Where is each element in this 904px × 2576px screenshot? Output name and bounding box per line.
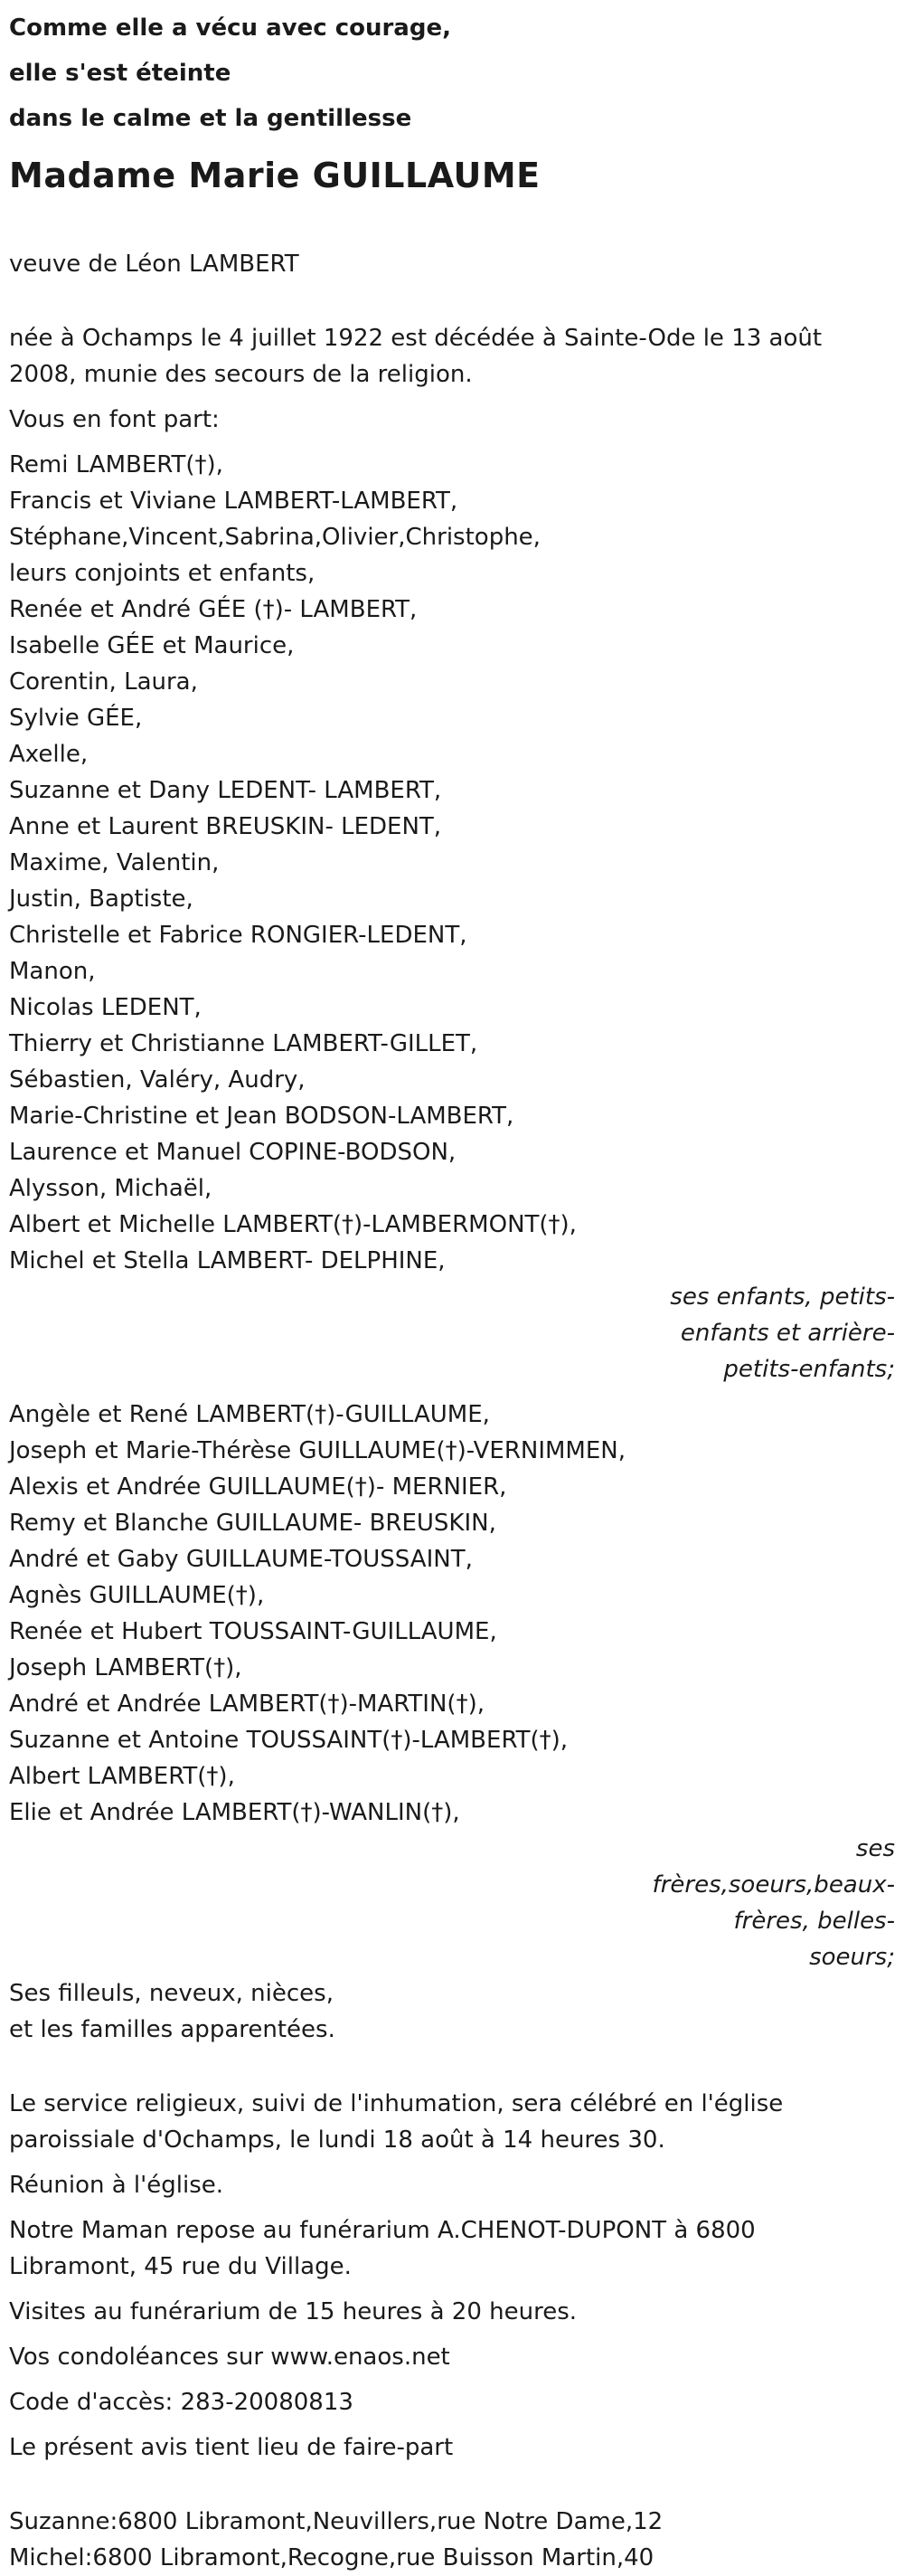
list-item: Alysson, Michaël, [9, 1175, 212, 1202]
birth-death-line: 2008, munie des secours de la religion. [9, 361, 473, 388]
intro-quote [9, 5, 451, 141]
list-item: André et Andrée LAMBERT(†)-MARTIN(†), [9, 1690, 485, 1718]
service-line: paroissiale d'Ochamps, le lundi 18 août à 14 heures 30. [9, 2126, 665, 2154]
list-item: Manon, [9, 958, 96, 985]
list-item: Isabelle GÉE et Maurice, [9, 632, 295, 659]
list-item: Axelle, [9, 741, 89, 768]
funeral-home-line: Libramont, 45 rue du Village. [9, 2253, 352, 2280]
list-item: Alexis et Andrée GUILLAUME(†)- MERNIER, [9, 1473, 507, 1501]
list-item: et les familles apparentées. [9, 2016, 335, 2043]
list-item: Ses filleuls, neveux, nièces, [9, 1980, 334, 2007]
list-item: Albert LAMBERT(†), [9, 1763, 235, 1790]
list-item: Michel et Stella LAMBERT- DELPHINE, [9, 1247, 446, 1274]
list-item: Christelle et Fabrice RONGIER-LEDENT, [9, 922, 467, 949]
list-item: Marie-Christine et Jean BODSON-LAMBERT, [9, 1103, 514, 1130]
list-item: Renée et Hubert TOUSSAINT-GUILLAUME, [9, 1618, 497, 1645]
access-code: Code d'accès: 283-20080813 [9, 2389, 353, 2416]
list-item: Laurence et Manuel COPINE-BODSON, [9, 1139, 457, 1166]
list-item: Renée et André GÉE (†)- LAMBERT, [9, 596, 418, 623]
address-line: Michel:6800 Libramont,Recogne,rue Buisson Martin,40 [9, 2544, 654, 2571]
list-item: Francis et Viviane LAMBERT-LAMBERT, [9, 488, 458, 515]
list-item: Elie et Andrée LAMBERT(†)-WANLIN(†), [9, 1799, 460, 1826]
meeting: Réunion à l'église. [9, 2172, 224, 2199]
list-item: Angèle et René LAMBERT(†)-GUILLAUME, [9, 1401, 490, 1428]
label-line: petits-enfants; [723, 1356, 895, 1383]
intro-line: Comme elle a vécu avec courage, [9, 14, 451, 42]
label-line: soeurs; [809, 1944, 895, 1971]
list-item: Remy et Blanche GUILLAUME- BREUSKIN, [9, 1510, 496, 1537]
list-item: Anne et Laurent BREUSKIN- LEDENT, [9, 813, 442, 840]
list-item: Agnès GUILLAUME(†), [9, 1582, 265, 1609]
list-item: Joseph et Marie-Thérèse GUILLAUME(†)-VERNIMMEN, [9, 1437, 626, 1464]
notice: Le présent avis tient lieu de faire-part [9, 2434, 454, 2461]
label-line: frères, belles- [733, 1908, 895, 1935]
list-item: Justin, Baptiste, [9, 886, 193, 913]
list-item: Nicolas LEDENT, [9, 994, 202, 1021]
intro-line: dans le calme et la gentillesse [9, 105, 412, 132]
label-line: ses enfants, petits- [670, 1283, 895, 1311]
list-item: Corentin, Laura, [9, 668, 198, 696]
condolences: Vos condoléances sur www.enaos.net [9, 2344, 450, 2371]
siblings-list [9, 1397, 895, 1831]
list-item: Sylvie GÉE, [9, 705, 143, 732]
widow-of: veuve de Léon LAMBERT [9, 251, 299, 278]
godchildren [9, 1975, 895, 2048]
list-item: Remi LAMBERT(†), [9, 451, 223, 478]
label-line: enfants et arrière- [680, 1320, 895, 1347]
siblings-label [9, 1831, 895, 1975]
address-line: Suzanne:6800 Libramont,Neuvillers,rue Notre Dame,12 [9, 2508, 664, 2535]
list-item: Albert et Michelle LAMBERT(†)-LAMBERMONT(†), [9, 1211, 577, 1238]
birth-death-line: née à Ochamps le 4 juillet 1922 est décédée à Sainte-Ode le 13 août [9, 325, 823, 352]
list-item: Joseph LAMBERT(†), [9, 1654, 242, 1681]
list-item: Stéphane,Vincent,Sabrina,Olivier,Christophe, [9, 524, 541, 551]
intro-line: elle s'est éteinte [9, 60, 231, 87]
deceased-name: Madame Marie GUILLAUME [9, 156, 541, 195]
children-label [9, 1279, 895, 1387]
funeral-home-line: Notre Maman repose au funérarium A.CHENOT-DUPONT à 6800 [9, 2217, 756, 2244]
list-item: Suzanne et Dany LEDENT- LAMBERT, [9, 777, 442, 804]
obituary-body [9, 246, 895, 2576]
list-item: leurs conjoints et enfants, [9, 560, 315, 587]
list-item: Sébastien, Valéry, Audry, [9, 1066, 306, 1094]
label-line: ses [855, 1835, 895, 1862]
children-list [9, 447, 895, 1279]
list-item: Maxime, Valentin, [9, 849, 220, 876]
list-item: Suzanne et Antoine TOUSSAINT(†)-LAMBERT(†), [9, 1727, 569, 1754]
list-item: André et Gaby GUILLAUME-TOUSSAINT, [9, 1546, 473, 1573]
visits: Visites au funérarium de 15 heures à 20 heures. [9, 2298, 578, 2325]
label-line: frères,soeurs,beaux- [652, 1871, 895, 1899]
announce: Vous en font part: [9, 406, 220, 433]
service-line: Le service religieux, suivi de l'inhumation, sera célébré en l'église [9, 2090, 784, 2117]
list-item: Thierry et Christianne LAMBERT-GILLET, [9, 1030, 478, 1057]
